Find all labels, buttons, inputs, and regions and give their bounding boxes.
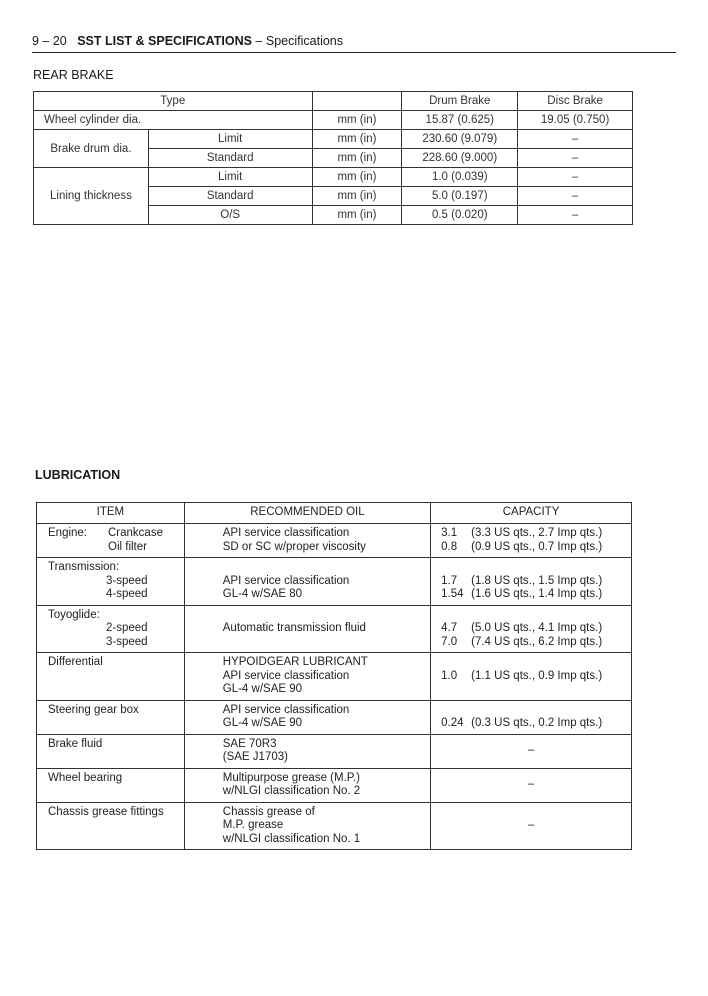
table-row bbox=[37, 558, 632, 606]
disc-value: – bbox=[518, 187, 633, 206]
disc-value: – bbox=[518, 149, 633, 168]
unit-cell: mm (in) bbox=[312, 187, 402, 206]
table-row bbox=[37, 700, 632, 734]
table-row bbox=[34, 168, 633, 187]
table-row bbox=[37, 605, 632, 653]
lubrication-table bbox=[36, 502, 632, 850]
col-header-item: ITEM bbox=[37, 503, 185, 524]
oil-text: Automatic transmission fluid bbox=[222, 622, 366, 634]
oil-text: w/NLGI classification No. 1 bbox=[222, 832, 361, 845]
col-header-drum: Drum Brake bbox=[402, 92, 518, 111]
disc-value: 19.05 (0.750) bbox=[518, 111, 633, 130]
table-row bbox=[37, 768, 632, 802]
capacity-cell bbox=[431, 653, 632, 701]
capacity-detail: (1.6 US qts., 1.4 Imp qts.) bbox=[471, 588, 603, 600]
disc-value: – bbox=[518, 206, 633, 225]
row-label: Lining thickness bbox=[34, 168, 149, 225]
item-label: Engine: bbox=[48, 527, 88, 539]
oil-text: (SAE J1703) bbox=[222, 751, 288, 763]
row-label: Brake drum dia. bbox=[34, 130, 149, 168]
capacity-detail: (7.4 US qts., 6.2 Imp qts.) bbox=[471, 635, 603, 648]
capacity-cell: – bbox=[431, 768, 632, 802]
unit-cell: mm (in) bbox=[312, 149, 402, 168]
capacity-detail: (1.8 US qts., 1.5 Imp qts.) bbox=[471, 574, 603, 587]
item-cell bbox=[37, 524, 185, 558]
drum-value: 0.5 (0.020) bbox=[402, 206, 518, 225]
item-cell bbox=[37, 802, 185, 850]
row-label: Wheel cylinder dia. bbox=[34, 111, 313, 130]
item-sub: Crankcase bbox=[108, 527, 163, 539]
item-cell bbox=[37, 558, 185, 606]
item-cell bbox=[37, 653, 185, 701]
col-header-unit bbox=[312, 92, 402, 111]
rear-brake-title: REAR BRAKE bbox=[33, 68, 114, 82]
capacity-value: 3.1 bbox=[441, 527, 458, 539]
item-label: Wheel bearing bbox=[48, 771, 123, 784]
item-label: Chassis grease fittings bbox=[48, 805, 164, 818]
drum-value: 1.0 (0.039) bbox=[402, 168, 518, 187]
oil-cell bbox=[184, 524, 430, 558]
oil-text: M.P. grease bbox=[222, 819, 284, 831]
oil-text: API service classification bbox=[222, 527, 350, 539]
oil-text: GL-4 w/SAE 80 bbox=[222, 588, 303, 600]
disc-value: – bbox=[518, 168, 633, 187]
capacity-cell: – bbox=[431, 802, 632, 850]
oil-cell bbox=[184, 802, 430, 850]
disc-value: – bbox=[518, 130, 633, 149]
table-row bbox=[37, 524, 632, 558]
oil-cell bbox=[184, 734, 430, 768]
capacity-value: 4.7 bbox=[441, 622, 458, 634]
unit-cell: mm (in) bbox=[312, 111, 402, 130]
col-header-type: Type bbox=[34, 92, 313, 111]
page-header-subtitle: – Specifications bbox=[255, 34, 344, 48]
item-label: Toyoglide: bbox=[48, 608, 100, 621]
col-header-capacity: CAPACITY bbox=[431, 503, 632, 524]
item-label: Steering gear box bbox=[48, 703, 139, 716]
oil-cell bbox=[184, 605, 430, 653]
col-header-disc: Disc Brake bbox=[518, 92, 633, 111]
oil-text: SD or SC w/proper viscosity bbox=[222, 540, 366, 553]
item-label: Differential bbox=[48, 656, 103, 668]
table-row bbox=[34, 130, 633, 149]
drum-value: 230.60 (9.079) bbox=[402, 130, 518, 149]
item-sub: 2-speed bbox=[106, 622, 148, 634]
item-cell bbox=[37, 700, 185, 734]
oil-cell bbox=[184, 768, 430, 802]
capacity-cell: – bbox=[431, 734, 632, 768]
unit-cell: mm (in) bbox=[312, 130, 402, 149]
capacity-detail: (1.1 US qts., 0.9 Imp qts.) bbox=[471, 669, 603, 682]
page-number: 9 – 20 bbox=[32, 34, 67, 48]
oil-cell bbox=[184, 700, 430, 734]
item-label: Brake fluid bbox=[48, 737, 103, 750]
capacity-value: 0.24 bbox=[441, 717, 464, 729]
page-header bbox=[32, 34, 676, 53]
item-sub: 3-speed bbox=[106, 574, 148, 587]
oil-text: w/NLGI classification No. 2 bbox=[222, 785, 361, 797]
table-row bbox=[37, 802, 632, 850]
capacity-value: 0.8 bbox=[441, 540, 458, 553]
table-row bbox=[34, 111, 633, 130]
oil-text: API service classification bbox=[222, 669, 350, 682]
sub-label: Standard bbox=[148, 149, 312, 168]
item-label: Transmission: bbox=[48, 561, 120, 573]
capacity-value: 1.0 bbox=[441, 669, 458, 682]
unit-cell: mm (in) bbox=[312, 168, 402, 187]
sub-label: Standard bbox=[148, 187, 312, 206]
oil-text: API service classification bbox=[222, 574, 350, 587]
oil-text: GL-4 w/SAE 90 bbox=[222, 717, 303, 729]
item-cell bbox=[37, 605, 185, 653]
table-row bbox=[37, 734, 632, 768]
capacity-detail: (0.9 US qts., 0.7 Imp qts.) bbox=[471, 540, 603, 553]
capacity-value: 1.54 bbox=[441, 588, 464, 600]
drum-value: 15.87 (0.625) bbox=[402, 111, 518, 130]
capacity-cell bbox=[431, 558, 632, 606]
capacity-value: 1.7 bbox=[441, 574, 458, 587]
oil-text: Multipurpose grease (M.P.) bbox=[222, 771, 360, 784]
capacity-cell bbox=[431, 524, 632, 558]
capacity-detail: (5.0 US qts., 4.1 Imp qts.) bbox=[471, 622, 603, 634]
unit-cell: mm (in) bbox=[312, 206, 402, 225]
oil-text: API service classification bbox=[222, 703, 350, 716]
oil-text: GL-4 w/SAE 90 bbox=[222, 683, 303, 695]
table-header-row bbox=[34, 92, 633, 111]
lubrication-title: LUBRICATION bbox=[35, 468, 121, 482]
oil-text: Chassis grease of bbox=[222, 805, 315, 818]
capacity-value: 7.0 bbox=[441, 635, 458, 648]
sub-label: O/S bbox=[148, 206, 312, 225]
oil-text: SAE 70R3 bbox=[222, 737, 277, 750]
oil-cell bbox=[184, 653, 430, 701]
page-header-title: SST LIST & SPECIFICATIONS bbox=[77, 34, 252, 48]
capacity-cell bbox=[431, 700, 632, 734]
item-cell bbox=[37, 768, 185, 802]
capacity-cell bbox=[431, 605, 632, 653]
item-sub: 3-speed bbox=[106, 635, 148, 648]
item-sub: 4-speed bbox=[106, 588, 148, 600]
drum-value: 228.60 (9.000) bbox=[402, 149, 518, 168]
oil-cell bbox=[184, 558, 430, 606]
col-header-oil: RECOMMENDED OIL bbox=[184, 503, 430, 524]
table-row bbox=[37, 653, 632, 701]
item-sub: Oil filter bbox=[108, 540, 147, 553]
rear-brake-table bbox=[33, 91, 633, 225]
oil-text: HYPOIDGEAR LUBRICANT bbox=[222, 656, 368, 668]
table-header-row bbox=[37, 503, 632, 524]
capacity-detail: (3.3 US qts., 2.7 Imp qts.) bbox=[471, 527, 603, 539]
drum-value: 5.0 (0.197) bbox=[402, 187, 518, 206]
sub-label: Limit bbox=[148, 168, 312, 187]
item-cell bbox=[37, 734, 185, 768]
capacity-detail: (0.3 US qts., 0.2 Imp qts.) bbox=[471, 717, 603, 729]
sub-label: Limit bbox=[148, 130, 312, 149]
